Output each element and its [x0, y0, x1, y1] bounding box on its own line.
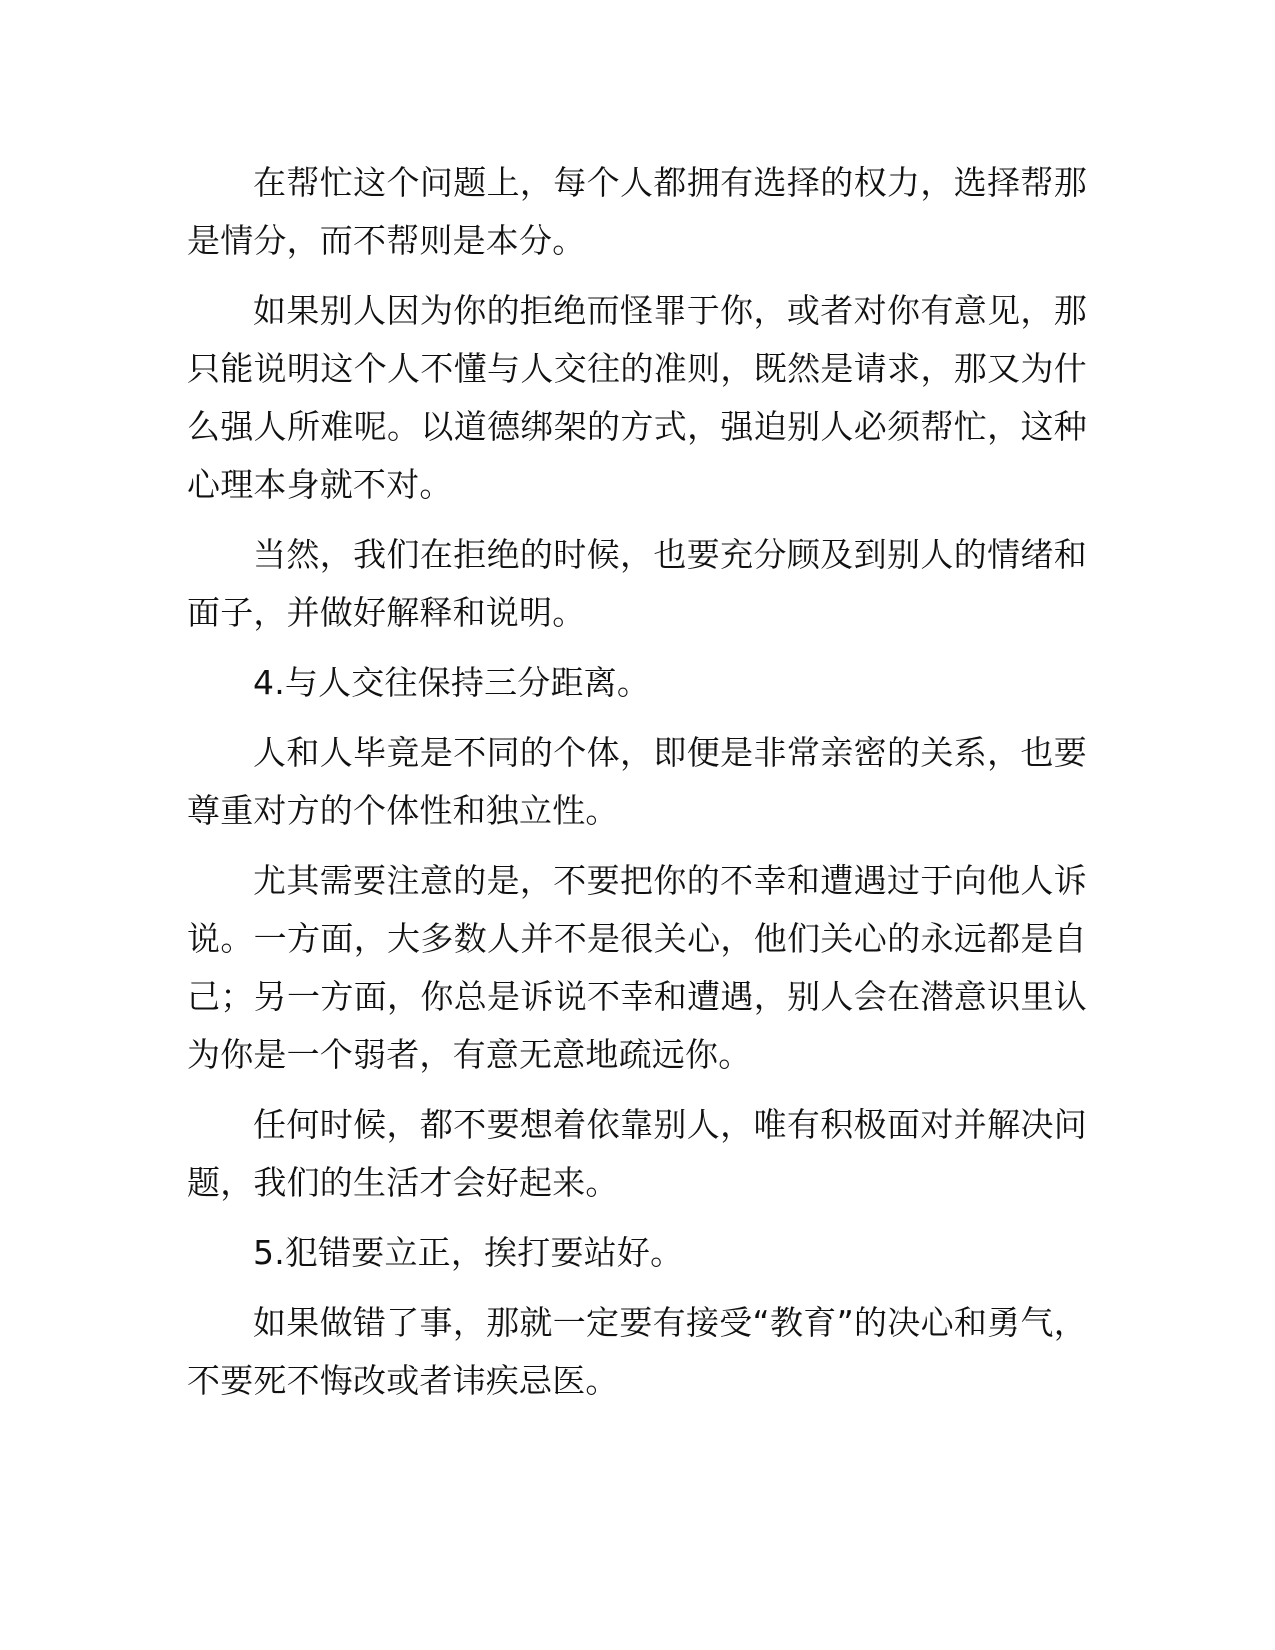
section-heading-4: 4.与人交往保持三分距离。	[253, 663, 651, 702]
paragraph-4: 人和人毕竟是不同的个体，即便是非常亲密的关系，也要尊重对方的个体性和独立性。	[187, 733, 1087, 830]
document-body	[187, 154, 1087, 1422]
paragraph-7: 如果做错了事，那就一定要有接受“教育”的决心和勇气，不要死不悔改或者讳疾忌医。	[187, 1303, 1087, 1400]
paragraph-2: 如果别人因为你的拒绝而怪罪于你，或者对你有意见，那只能说明这个人不懂与人交往的准则，既然是请求，那又为什么强人所难呢。以道德绑架的方式，强迫别人必须帮忙，这种心理本身就不对。	[187, 291, 1087, 504]
paragraph-5: 尤其需要注意的是，不要把你的不幸和遭遇过于向他人诉说。一方面，大多数人并不是很关心，他们关心的永远都是自己；另一方面，你总是诉说不幸和遭遇，别人会在潜意识里认为你是一个弱者，有意无意地疏远你。	[187, 861, 1087, 1074]
paragraph-1: 在帮忙这个问题上，每个人都拥有选择的权力，选择帮那是情分，而不帮则是本分。	[187, 163, 1087, 260]
paragraph-6: 任何时候，都不要想着依靠别人，唯有积极面对并解决问题，我们的生活才会好起来。	[187, 1105, 1087, 1202]
paragraph-3: 当然，我们在拒绝的时候，也要充分顾及到别人的情绪和面子，并做好解释和说明。	[187, 535, 1087, 632]
section-heading-5: 5.犯错要立正，挨打要站好。	[253, 1233, 684, 1272]
